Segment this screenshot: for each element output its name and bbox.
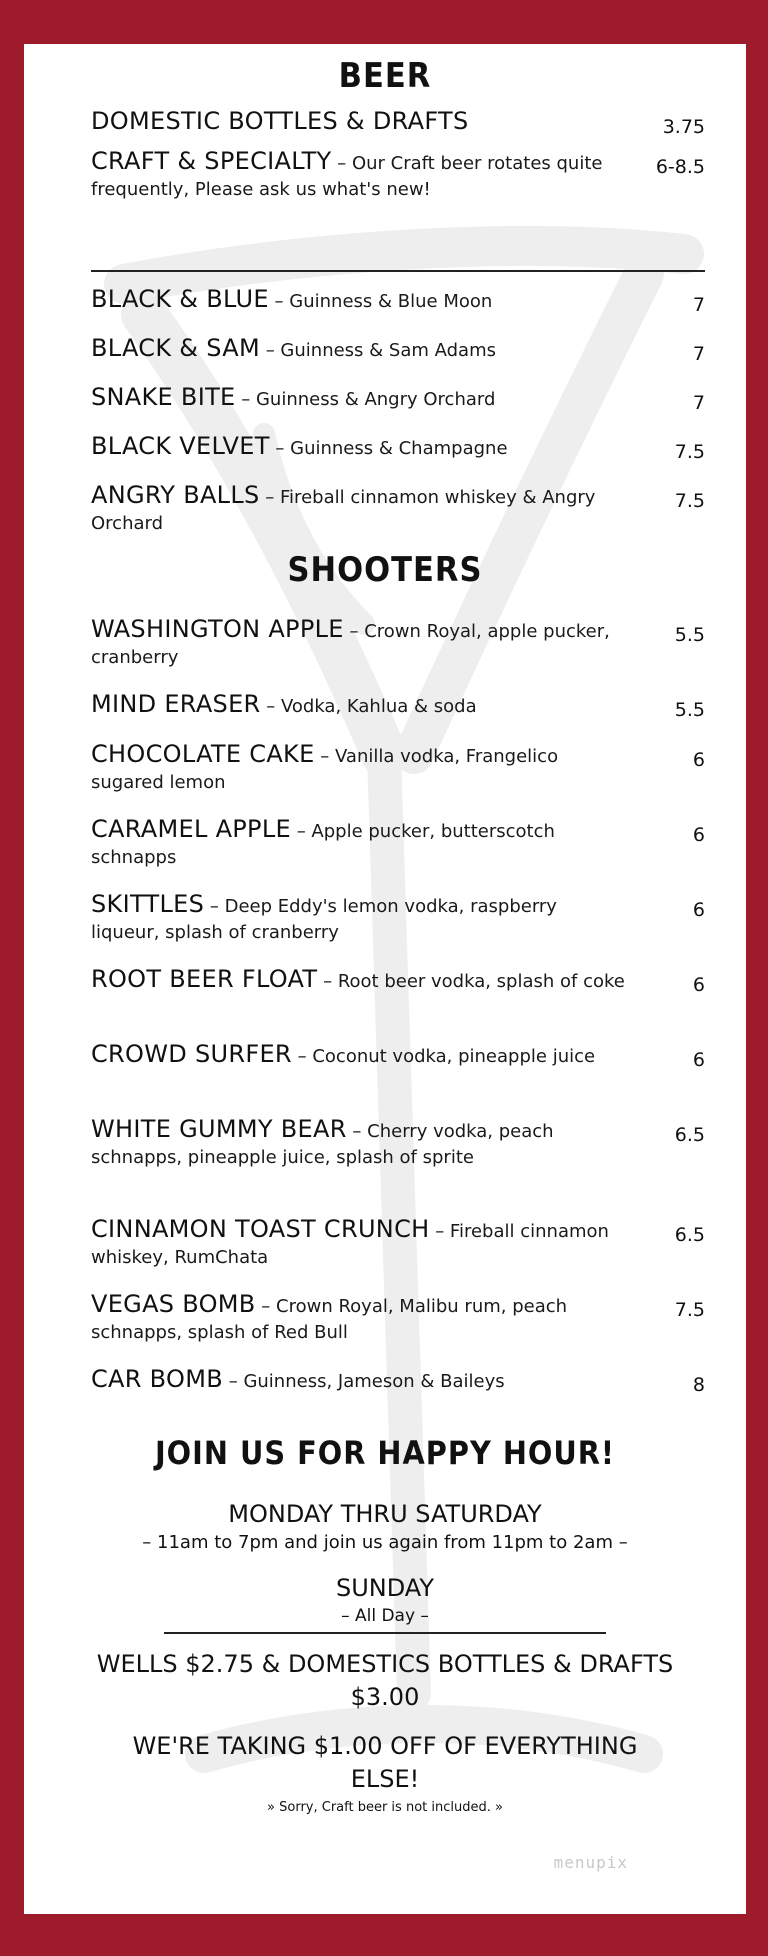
beer-heading: BEER: [338, 56, 432, 96]
shooters-heading: SHOOTERS: [287, 550, 483, 590]
sunday-hours: – All Day –: [341, 1606, 429, 1626]
sunday-label: SUNDAY: [335, 1574, 435, 1602]
item-description: Our Craft beer rotates quite frequently, Please ask us what's new!: [91, 153, 603, 200]
item-name: ANGRY BALLS: [91, 481, 260, 509]
menupix-logo: menupix: [553, 1853, 628, 1872]
menu-card: [24, 44, 746, 1914]
menu-item-cinnamon-toast-crunch: CINNAMON TOAST CRUNCH – Fireball cinnamon whiskey, RumChata 6.5: [91, 1215, 705, 1268]
item-price: 8: [692, 1374, 705, 1396]
item-price: 3.75: [662, 116, 705, 138]
item-name: CROWD SURFER: [91, 1040, 292, 1068]
happy-hour-deal-wells: WELLS $2.75 & DOMESTICS BOTTLES & DRAFTS $3.00: [96, 1650, 674, 1711]
item-price: 7: [692, 392, 705, 414]
item-price: 7.5: [674, 441, 705, 463]
item-description: Coconut vodka, pineapple juice: [312, 1046, 596, 1067]
item-name: BLACK VELVET: [91, 432, 270, 460]
menu-item-vegas-bomb: VEGAS BOMB – Crown Royal, Malibu rum, peach schnapps, splash of Red Bull 7.5: [91, 1290, 705, 1343]
item-description: Root beer vodka, splash of coke: [337, 971, 625, 992]
item-description: Fireball cinnamon whiskey, RumChata: [91, 1221, 609, 1268]
happy-hour-deal-discount: WE'RE TAKING $1.00 OFF OF EVERYTHING ELSE!: [132, 1732, 638, 1793]
item-price: 6.5: [674, 1124, 705, 1146]
item-description: Guinness & Angry Orchard: [255, 389, 496, 410]
menu-item-black-blue: BLACK & BLUE – Guinness & Blue Moon 7: [91, 285, 705, 316]
item-name: SKITTLES: [91, 890, 205, 918]
item-price: 7.5: [674, 490, 705, 512]
menu-item-black-velvet: BLACK VELVET – Guinness & Champagne 7.5: [91, 432, 705, 463]
happy-hour-heading: JOIN US FOR HAPPY HOUR!: [154, 1434, 616, 1472]
item-name: CRAFT & SPECIALTY: [91, 147, 332, 175]
item-name: SNAKE BITE: [91, 383, 236, 411]
menu-item-angry-balls: ANGRY BALLS – Fireball cinnamon whiskey & Angry Orchard 7.5: [91, 481, 705, 534]
item-price: 7.5: [674, 1299, 705, 1321]
item-name: CINNAMON TOAST CRUNCH: [91, 1215, 430, 1243]
item-name: CARAMEL APPLE: [91, 815, 291, 843]
item-description: Guinness & Champagne: [290, 438, 508, 459]
item-name: CAR BOMB: [91, 1365, 223, 1393]
menu-item-chocolate-cake: CHOCOLATE CAKE – Vanilla vodka, Frangelico sugared lemon 6: [91, 740, 705, 793]
item-description: Vodka, Kahlua & soda: [280, 696, 477, 717]
section-divider: [91, 270, 705, 272]
item-description: Crown Royal, apple pucker, cranberry: [91, 621, 610, 668]
item-description: Guinness, Jameson & Baileys: [243, 1371, 505, 1392]
menu-item-crowd-surfer: CROWD SURFER – Coconut vodka, pineapple juice 6: [91, 1040, 705, 1071]
item-description: Crown Royal, Malibu rum, peach schnapps, splash of Red Bull: [91, 1296, 568, 1343]
item-price: 6: [692, 974, 705, 996]
item-price: 6: [692, 899, 705, 921]
item-description: Fireball cinnamon whiskey & Angry Orchard: [91, 487, 596, 534]
menu-item-washington-apple: WASHINGTON APPLE – Crown Royal, apple pucker, cranberry 5.5: [91, 615, 705, 668]
item-name: DOMESTIC BOTTLES & DRAFTS: [91, 107, 469, 135]
menu-item-car-bomb: CAR BOMB – Guinness, Jameson & Baileys 8: [91, 1365, 705, 1396]
item-price: 6: [692, 749, 705, 771]
happy-hour-divider: [164, 1632, 606, 1634]
item-name: CHOCOLATE CAKE: [91, 740, 315, 768]
item-price: 7: [692, 343, 705, 365]
item-name: WHITE GUMMY BEAR: [91, 1115, 347, 1143]
menu-item-snake-bite: SNAKE BITE – Guinness & Angry Orchard 7: [91, 383, 705, 414]
item-price: 6-8.5: [655, 156, 705, 178]
item-price: 5.5: [674, 624, 705, 646]
menu-item-mind-eraser: MIND ERASER – Vodka, Kahlua & soda 5.5: [91, 690, 705, 721]
menu-item-skittles: SKITTLES – Deep Eddy's lemon vodka, raspberry liqueur, splash of cranberry 6: [91, 890, 705, 943]
menu-item-black-sam: BLACK & SAM – Guinness & Sam Adams 7: [91, 334, 705, 365]
item-name: MIND ERASER: [91, 690, 261, 718]
item-description: Vanilla vodka, Frangelico sugared lemon: [91, 746, 559, 793]
weekday-hours: – 11am to 7pm and join us again from 11pm to 2am –: [142, 1532, 628, 1553]
item-description: Guinness & Blue Moon: [289, 291, 493, 312]
menu-item-craft: CRAFT & SPECIALTY – Our Craft beer rotates quite frequently, Please ask us what's new! 6-8.5: [91, 147, 705, 200]
item-description: Cherry vodka, peach schnapps, pineapple juice, splash of sprite: [91, 1121, 554, 1168]
menu-item-domestic: [91, 108, 705, 140]
item-description: Deep Eddy's lemon vodka, raspberry liqueur, splash of cranberry: [91, 896, 557, 943]
item-price: 7: [692, 294, 705, 316]
item-price: 5.5: [674, 699, 705, 721]
item-description: Guinness & Sam Adams: [280, 340, 496, 361]
weekday-label: MONDAY THRU SATURDAY: [228, 1500, 542, 1528]
item-name: BLACK & BLUE: [91, 285, 269, 313]
item-name: VEGAS BOMB: [91, 1290, 256, 1318]
item-name: WASHINGTON APPLE: [91, 615, 344, 643]
item-name: BLACK & SAM: [91, 334, 260, 362]
item-price: 6.5: [674, 1224, 705, 1246]
craft-beer-note: » Sorry, Craft beer is not included. »: [267, 1800, 503, 1815]
menu-item-caramel-apple: CARAMEL APPLE – Apple pucker, butterscotch schnapps 6: [91, 815, 705, 868]
menu-item-root-beer-float: ROOT BEER FLOAT – Root beer vodka, splash of coke 6: [91, 965, 705, 996]
item-price: 6: [692, 1049, 705, 1071]
item-price: 6: [692, 824, 705, 846]
item-description: Apple pucker, butterscotch schnapps: [91, 821, 555, 868]
menu-item-white-gummy-bear: WHITE GUMMY BEAR – Cherry vodka, peach schnapps, pineapple juice, splash of sprite 6.5: [91, 1115, 705, 1168]
item-name: ROOT BEER FLOAT: [91, 965, 318, 993]
